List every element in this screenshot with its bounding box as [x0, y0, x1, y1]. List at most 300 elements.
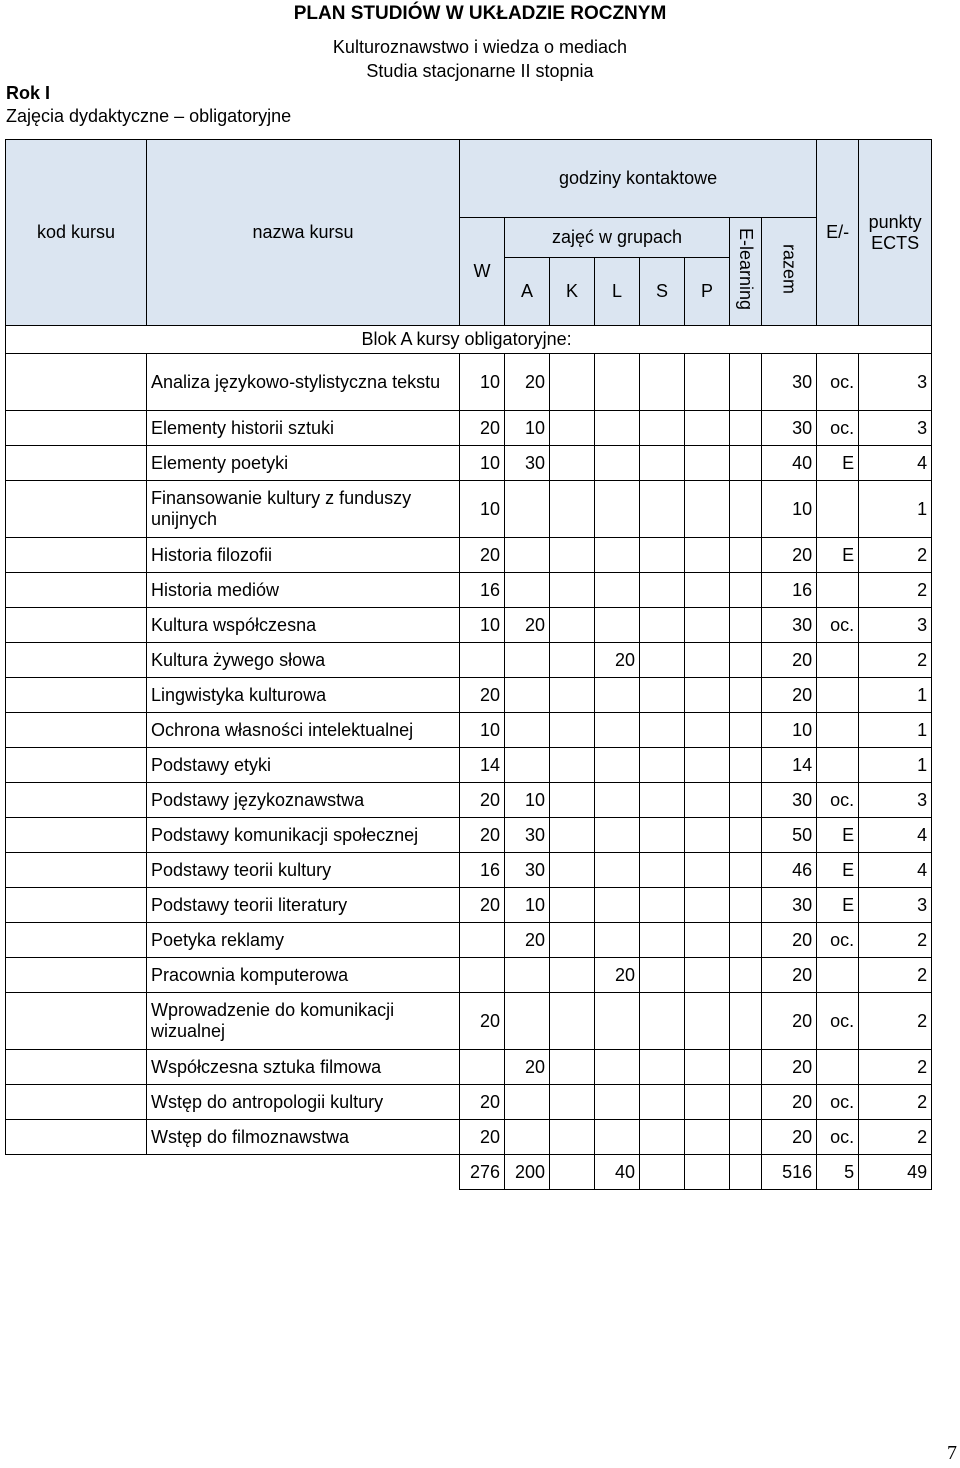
course-name-cell: Podstawy językoznawstwa	[147, 783, 460, 818]
cell-e: oc.	[817, 608, 859, 643]
cell-ects: 2	[859, 1050, 932, 1085]
cell-e: oc.	[817, 1120, 859, 1155]
cell-s	[640, 818, 685, 853]
category-label: Zajęcia dydaktyczne – obligatoryjne	[6, 106, 292, 126]
cell-ects: 1	[859, 748, 932, 783]
cell-p	[685, 678, 730, 713]
total-a: 200	[505, 1155, 550, 1190]
col-razem: razem	[779, 243, 800, 294]
cell-el	[730, 573, 762, 608]
course-name-cell: Elementy poetyki	[147, 446, 460, 481]
cell-el	[730, 923, 762, 958]
course-name-cell: Podstawy komunikacji społecznej	[147, 818, 460, 853]
cell-e	[817, 1050, 859, 1085]
cell-el	[730, 643, 762, 678]
cell-l: 20	[595, 958, 640, 993]
col-l: L	[595, 258, 640, 326]
cell-p	[685, 411, 730, 446]
cell-w	[460, 643, 505, 678]
cell-p	[685, 713, 730, 748]
cell-e: E	[817, 446, 859, 481]
course-code-cell	[6, 446, 147, 481]
table-row	[6, 1120, 932, 1155]
cell-s	[640, 853, 685, 888]
course-name-cell: Pracownia komputerowa	[147, 958, 460, 993]
cell-p	[685, 783, 730, 818]
cell-a: 30	[505, 446, 550, 481]
cell-s	[640, 446, 685, 481]
cell-s	[640, 783, 685, 818]
cell-e: oc.	[817, 354, 859, 411]
course-code-cell	[6, 958, 147, 993]
cell-a: 20	[505, 1050, 550, 1085]
cell-a	[505, 748, 550, 783]
course-name-cell: Podstawy teorii kultury	[147, 853, 460, 888]
cell-k	[550, 853, 595, 888]
col-p: P	[685, 258, 730, 326]
cell-w: 16	[460, 573, 505, 608]
cell-k	[550, 573, 595, 608]
cell-p	[685, 446, 730, 481]
study-mode: Studia stacjonarne II stopnia	[366, 61, 594, 81]
col-e: E/-	[817, 140, 859, 326]
course-name-cell: Współczesna sztuka filmowa	[147, 1050, 460, 1085]
cell-a	[505, 573, 550, 608]
cell-l	[595, 446, 640, 481]
total-e: 5	[817, 1155, 859, 1190]
course-name-cell: Wstęp do filmoznawstwa	[147, 1120, 460, 1155]
course-name-cell: Wstęp do antropologii kultury	[147, 1085, 460, 1120]
cell-k	[550, 923, 595, 958]
table-row	[6, 573, 932, 608]
course-code-cell	[6, 573, 147, 608]
cell-l	[595, 538, 640, 573]
col-ects: punkty ECTS	[859, 140, 932, 326]
col-a: A	[505, 258, 550, 326]
course-name-cell: Historia mediów	[147, 573, 460, 608]
cell-razem: 20	[762, 1120, 817, 1155]
cell-k	[550, 958, 595, 993]
cell-e: oc.	[817, 993, 859, 1050]
cell-razem: 20	[762, 643, 817, 678]
cell-p	[685, 1085, 730, 1120]
cell-a	[505, 678, 550, 713]
cell-w: 20	[460, 1120, 505, 1155]
cell-s	[640, 354, 685, 411]
course-code-cell	[6, 923, 147, 958]
course-name-cell: Lingwistyka kulturowa	[147, 678, 460, 713]
cell-l	[595, 853, 640, 888]
cell-ects: 3	[859, 888, 932, 923]
cell-w: 10	[460, 446, 505, 481]
cell-k	[550, 481, 595, 538]
cell-a	[505, 958, 550, 993]
course-code-cell	[6, 993, 147, 1050]
course-code-cell	[6, 818, 147, 853]
table-row	[6, 1085, 932, 1120]
cell-e: oc.	[817, 923, 859, 958]
cell-a: 20	[505, 608, 550, 643]
cell-el	[730, 1120, 762, 1155]
cell-l	[595, 411, 640, 446]
cell-ects: 1	[859, 481, 932, 538]
cell-l	[595, 1085, 640, 1120]
cell-s	[640, 573, 685, 608]
year-label: Rok I	[6, 83, 51, 103]
cell-l	[595, 713, 640, 748]
cell-ects: 3	[859, 354, 932, 411]
cell-l	[595, 888, 640, 923]
col-nazwa-kursu: nazwa kursu	[147, 140, 460, 326]
cell-l	[595, 481, 640, 538]
cell-e: oc.	[817, 1085, 859, 1120]
cell-ects: 4	[859, 853, 932, 888]
cell-e	[817, 748, 859, 783]
cell-e: E	[817, 538, 859, 573]
cell-s	[640, 1085, 685, 1120]
cell-l	[595, 923, 640, 958]
cell-p	[685, 538, 730, 573]
cell-el	[730, 411, 762, 446]
page-number: 7	[947, 1442, 957, 1464]
total-ects: 49	[859, 1155, 932, 1190]
cell-w	[460, 923, 505, 958]
cell-l	[595, 783, 640, 818]
cell-el	[730, 1085, 762, 1120]
total-razem: 516	[762, 1155, 817, 1190]
cell-e	[817, 573, 859, 608]
course-name-cell: Elementy historii sztuki	[147, 411, 460, 446]
cell-s	[640, 481, 685, 538]
cell-w: 14	[460, 748, 505, 783]
cell-el	[730, 888, 762, 923]
cell-el	[730, 538, 762, 573]
table-row	[6, 1050, 932, 1085]
cell-k	[550, 538, 595, 573]
cell-el	[730, 713, 762, 748]
course-name-cell: Analiza językowo-stylistyczna tekstu	[147, 354, 460, 411]
cell-p	[685, 1120, 730, 1155]
cell-p	[685, 608, 730, 643]
cell-razem: 20	[762, 678, 817, 713]
totals-spacer	[6, 1155, 460, 1190]
cell-s	[640, 411, 685, 446]
table-row	[6, 993, 932, 1050]
course-code-cell	[6, 411, 147, 446]
table-row	[6, 608, 932, 643]
course-code-cell	[6, 888, 147, 923]
cell-ects: 2	[859, 1085, 932, 1120]
cell-w: 20	[460, 993, 505, 1050]
cell-k	[550, 678, 595, 713]
cell-p	[685, 958, 730, 993]
cell-razem: 20	[762, 1050, 817, 1085]
cell-p	[685, 818, 730, 853]
cell-k	[550, 783, 595, 818]
cell-razem: 30	[762, 783, 817, 818]
cell-s	[640, 923, 685, 958]
course-name-cell: Kultura żywego słowa	[147, 643, 460, 678]
cell-w: 10	[460, 713, 505, 748]
cell-p	[685, 354, 730, 411]
cell-ects: 4	[859, 446, 932, 481]
col-s: S	[640, 258, 685, 326]
table-row	[6, 853, 932, 888]
cell-l	[595, 1120, 640, 1155]
course-name-cell: Finansowanie kultury z funduszy unijnych	[147, 481, 460, 538]
cell-razem: 20	[762, 923, 817, 958]
cell-ects: 1	[859, 713, 932, 748]
cell-razem: 16	[762, 573, 817, 608]
cell-l	[595, 748, 640, 783]
table-row	[6, 354, 932, 411]
cell-p	[685, 923, 730, 958]
program-name: Kulturoznawstwo i wiedza o mediach	[332, 37, 628, 57]
cell-s	[640, 958, 685, 993]
cell-l	[595, 573, 640, 608]
course-code-cell	[6, 713, 147, 748]
cell-e	[817, 958, 859, 993]
cell-s	[640, 713, 685, 748]
cell-el	[730, 446, 762, 481]
cell-ects: 2	[859, 923, 932, 958]
course-code-cell	[6, 748, 147, 783]
cell-s	[640, 748, 685, 783]
cell-k	[550, 993, 595, 1050]
cell-l	[595, 678, 640, 713]
cell-a	[505, 643, 550, 678]
cell-razem: 46	[762, 853, 817, 888]
cell-a: 10	[505, 411, 550, 446]
cell-razem: 30	[762, 608, 817, 643]
cell-el	[730, 958, 762, 993]
total-s	[640, 1155, 685, 1190]
cell-w: 20	[460, 411, 505, 446]
cell-a: 10	[505, 783, 550, 818]
table-row	[6, 713, 932, 748]
course-name-cell: Kultura współczesna	[147, 608, 460, 643]
cell-p	[685, 481, 730, 538]
cell-e: E	[817, 818, 859, 853]
cell-ects: 3	[859, 411, 932, 446]
cell-el	[730, 678, 762, 713]
cell-ects: 4	[859, 818, 932, 853]
cell-p	[685, 853, 730, 888]
course-code-cell	[6, 643, 147, 678]
cell-a	[505, 538, 550, 573]
col-kod-kursu: kod kursu	[6, 140, 147, 326]
cell-s	[640, 643, 685, 678]
cell-e: E	[817, 853, 859, 888]
cell-razem: 20	[762, 1085, 817, 1120]
cell-w: 20	[460, 818, 505, 853]
cell-el	[730, 818, 762, 853]
cell-s	[640, 888, 685, 923]
cell-s	[640, 1050, 685, 1085]
cell-w: 10	[460, 354, 505, 411]
cell-p	[685, 748, 730, 783]
cell-a: 20	[505, 923, 550, 958]
cell-ects: 2	[859, 1120, 932, 1155]
plan-title: PLAN STUDIÓW W UKŁADZIE ROCZNYM	[293, 3, 667, 24]
cell-l: 20	[595, 643, 640, 678]
cell-s	[640, 993, 685, 1050]
cell-k	[550, 713, 595, 748]
cell-k	[550, 1085, 595, 1120]
table-row	[6, 446, 932, 481]
table-row	[6, 818, 932, 853]
cell-k	[550, 1120, 595, 1155]
table-row	[6, 958, 932, 993]
cell-k	[550, 411, 595, 446]
cell-p	[685, 888, 730, 923]
course-table	[5, 139, 932, 1190]
cell-el	[730, 481, 762, 538]
cell-ects: 2	[859, 538, 932, 573]
course-code-cell	[6, 1120, 147, 1155]
cell-e	[817, 643, 859, 678]
cell-ects: 3	[859, 608, 932, 643]
cell-l	[595, 608, 640, 643]
cell-w	[460, 1050, 505, 1085]
cell-ects: 3	[859, 783, 932, 818]
table-row	[6, 481, 932, 538]
cell-razem: 30	[762, 411, 817, 446]
cell-a	[505, 1085, 550, 1120]
cell-s	[640, 538, 685, 573]
cell-l	[595, 818, 640, 853]
cell-l	[595, 993, 640, 1050]
cell-l	[595, 1050, 640, 1085]
totals-row	[6, 1155, 932, 1190]
course-name-cell: Poetyka reklamy	[147, 923, 460, 958]
cell-a	[505, 1120, 550, 1155]
cell-a: 30	[505, 853, 550, 888]
course-name-cell: Historia filozofii	[147, 538, 460, 573]
cell-el	[730, 608, 762, 643]
cell-a: 10	[505, 888, 550, 923]
cell-ects: 2	[859, 993, 932, 1050]
course-code-cell	[6, 538, 147, 573]
cell-k	[550, 888, 595, 923]
course-code-cell	[6, 481, 147, 538]
block-label: Blok A kursy obligatoryjne:	[6, 326, 932, 354]
course-code-cell	[6, 678, 147, 713]
total-k	[550, 1155, 595, 1190]
cell-k	[550, 1050, 595, 1085]
cell-l	[595, 354, 640, 411]
course-code-cell	[6, 853, 147, 888]
col-zajec-w-grupach: zajęć w grupach	[505, 218, 730, 258]
cell-el	[730, 993, 762, 1050]
cell-razem: 20	[762, 958, 817, 993]
cell-ects: 2	[859, 958, 932, 993]
cell-e	[817, 713, 859, 748]
cell-ects: 1	[859, 678, 932, 713]
cell-w: 20	[460, 1085, 505, 1120]
cell-s	[640, 608, 685, 643]
cell-s	[640, 1120, 685, 1155]
cell-razem: 20	[762, 538, 817, 573]
cell-ects: 2	[859, 573, 932, 608]
cell-ects: 2	[859, 643, 932, 678]
course-code-cell	[6, 1085, 147, 1120]
course-code-cell	[6, 1050, 147, 1085]
cell-w: 20	[460, 888, 505, 923]
table-row	[6, 888, 932, 923]
total-p	[685, 1155, 730, 1190]
total-w: 276	[460, 1155, 505, 1190]
cell-e	[817, 481, 859, 538]
col-godziny-kontaktowe: godziny kontaktowe	[460, 140, 817, 218]
table-row	[6, 643, 932, 678]
cell-el	[730, 1050, 762, 1085]
cell-razem: 20	[762, 993, 817, 1050]
cell-k	[550, 354, 595, 411]
cell-p	[685, 573, 730, 608]
course-name-cell: Wprowadzenie do komunikacji wizualnej	[147, 993, 460, 1050]
cell-k	[550, 748, 595, 783]
cell-razem: 50	[762, 818, 817, 853]
cell-e: E	[817, 888, 859, 923]
total-l: 40	[595, 1155, 640, 1190]
course-name-cell: Podstawy etyki	[147, 748, 460, 783]
col-w: W	[460, 218, 505, 326]
cell-k	[550, 608, 595, 643]
col-k: K	[550, 258, 595, 326]
cell-razem: 30	[762, 354, 817, 411]
cell-p	[685, 1050, 730, 1085]
cell-w: 20	[460, 538, 505, 573]
table-row	[6, 748, 932, 783]
cell-a	[505, 481, 550, 538]
cell-w: 10	[460, 608, 505, 643]
total-el	[730, 1155, 762, 1190]
cell-p	[685, 643, 730, 678]
cell-razem: 10	[762, 481, 817, 538]
cell-e: oc.	[817, 411, 859, 446]
table-row	[6, 678, 932, 713]
cell-el	[730, 354, 762, 411]
table-row	[6, 783, 932, 818]
cell-k	[550, 446, 595, 481]
cell-razem: 30	[762, 888, 817, 923]
course-name-cell: Ochrona własności intelektualnej	[147, 713, 460, 748]
table-row	[6, 411, 932, 446]
cell-p	[685, 993, 730, 1050]
cell-razem: 14	[762, 748, 817, 783]
course-code-cell	[6, 783, 147, 818]
cell-el	[730, 748, 762, 783]
table-row	[6, 923, 932, 958]
cell-el	[730, 853, 762, 888]
cell-a	[505, 713, 550, 748]
cell-k	[550, 643, 595, 678]
col-elearning: E-learning	[736, 227, 756, 311]
table-row	[6, 538, 932, 573]
cell-razem: 10	[762, 713, 817, 748]
cell-k	[550, 818, 595, 853]
cell-e: oc.	[817, 783, 859, 818]
course-code-cell	[6, 608, 147, 643]
course-name-cell: Podstawy teorii literatury	[147, 888, 460, 923]
cell-w: 20	[460, 678, 505, 713]
cell-a: 20	[505, 354, 550, 411]
cell-w: 20	[460, 783, 505, 818]
cell-el	[730, 783, 762, 818]
cell-s	[640, 678, 685, 713]
course-code-cell	[6, 354, 147, 411]
